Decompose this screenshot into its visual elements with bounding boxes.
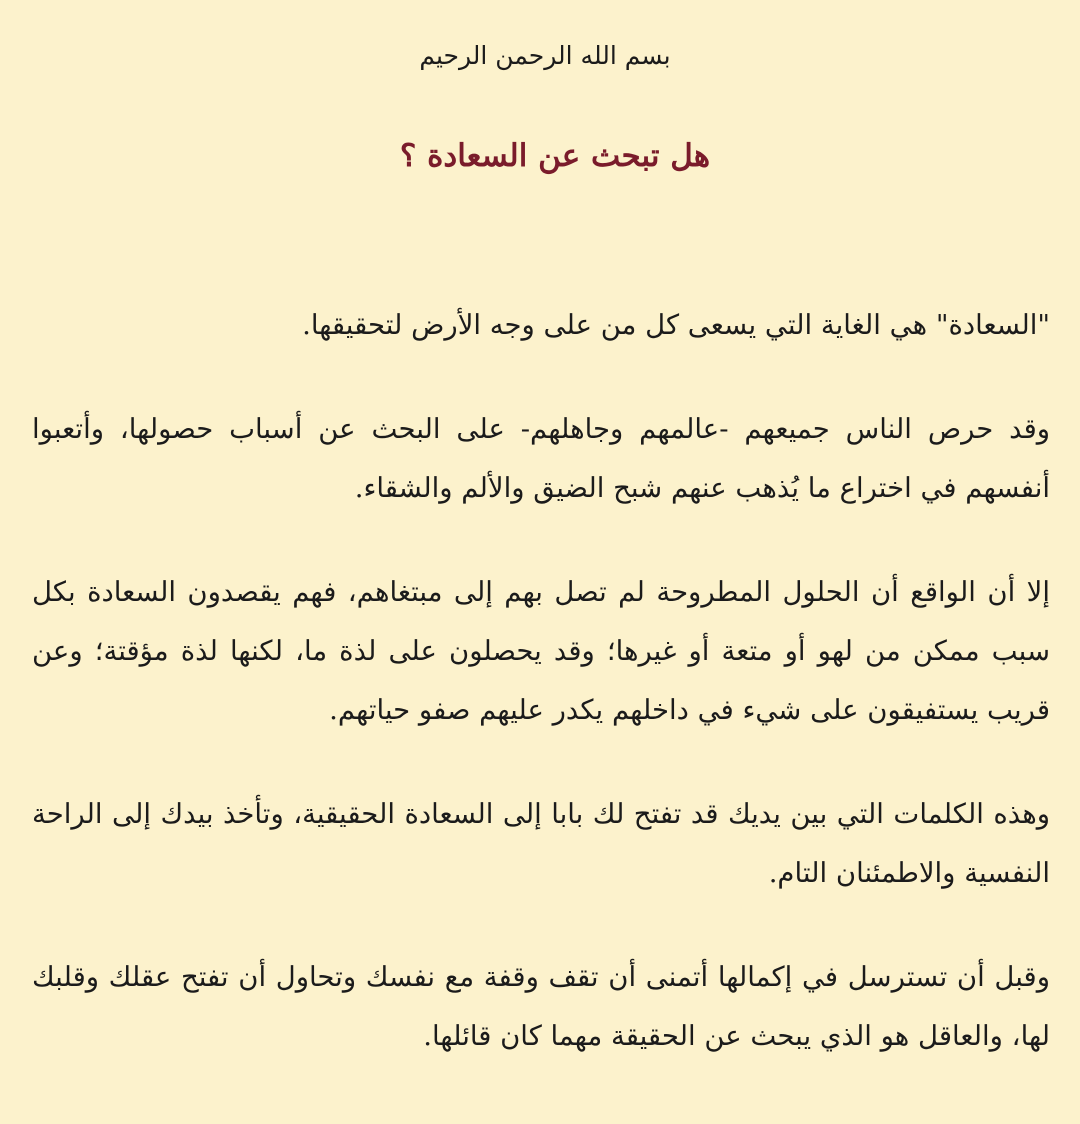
paragraph: "السعادة" هي الغاية التي يسعى كل من على وجه الأرض لتحقيقها. bbox=[302, 309, 1050, 341]
page-title: هل تبحث عن السعادة ؟ bbox=[399, 138, 711, 174]
article-body bbox=[32, 296, 1050, 1111]
paragraph: إلا أن الواقع أن الحلول المطروحة لم تصل بهم إلى مبتغاهم، فهم يقصدون السعادة بكل سبب ممكن من لهو أو متعة أو غيرها؛ وقد يحصلون على لذة ما، لكنها لذة مؤقتة؛ وعن قريب يستفيقون على شيء في داخلهم يكدر عليهم صفو حياتهم. bbox=[32, 576, 1050, 726]
paragraph: وقبل أن تسترسل في إكمالها أتمنى أن تقف وقفة مع نفسك وتحاول أن تفتح عقلك وقلبك لها، والعاقل هو الذي يبحث عن الحقيقة مهما كان قائلها. bbox=[32, 961, 1050, 1052]
basmala-heading: بسم الله الرحمن الرحيم bbox=[419, 41, 671, 70]
paragraph: وهذه الكلمات التي بين يديك قد تفتح لك بابا إلى السعادة الحقيقية، وتأخذ بيدك إلى الراحة النفسية والاطمئنان التام. bbox=[32, 798, 1050, 889]
paragraph: وقد حرص الناس جميعهم -عالمهم وجاهلهم- على البحث عن أسباب حصولها، وأتعبوا أنفسهم في اختراع ما يُذهب عنهم شبح الضيق والألم والشقاء. bbox=[32, 413, 1050, 504]
